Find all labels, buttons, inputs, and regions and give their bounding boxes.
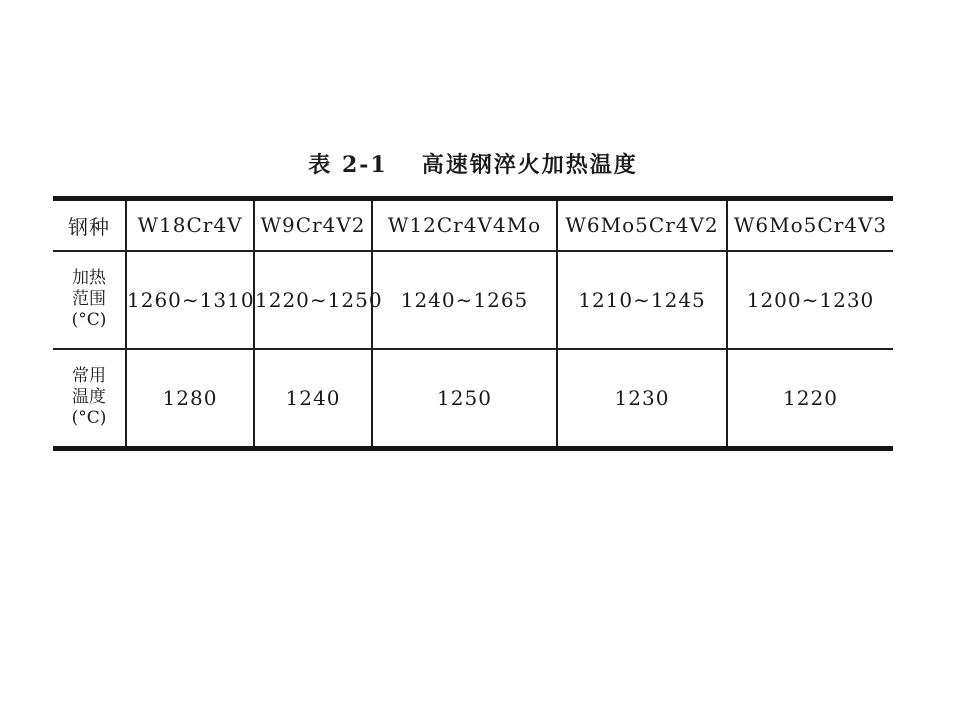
hss-quench-temperature-table [53, 196, 893, 451]
row-header-line: 温度 [72, 387, 106, 408]
common-temp-cell: 1220 [727, 349, 893, 449]
range-value-cell: 1240∼1265 [372, 251, 557, 349]
table-number: 表 2-1 [308, 152, 388, 178]
common-temp-cell: 1250 [372, 349, 557, 449]
table-header-row [53, 199, 893, 251]
col-header-w9cr4v2: W9Cr4V2 [254, 199, 372, 251]
row-header-common-temperature [53, 349, 126, 449]
row-header-line: 范围 [72, 289, 106, 309]
range-value-cell: 1260∼1310 [126, 251, 254, 349]
common-temp-cell: 1230 [557, 349, 727, 449]
common-temp-cell: 1240 [254, 349, 372, 449]
range-value-cell: 1200∼1230 [727, 251, 893, 349]
col-header-w18cr4v: W18Cr4V [126, 199, 254, 251]
row-header-line: (°C) [71, 408, 107, 429]
range-value-cell: 1210∼1245 [557, 251, 727, 349]
row-header-line: 常用 [72, 366, 106, 387]
common-temp-cell: 1280 [126, 349, 254, 449]
col-header-w12cr4v4mo: W12Cr4V4Mo [372, 199, 557, 251]
col-header-w6mo5cr4v3: W6Mo5Cr4V3 [727, 199, 893, 251]
corner-header-steel-type: 钢种 [53, 199, 126, 251]
table-caption: 高速钢淬火加热温度 [421, 152, 638, 178]
table-title [53, 148, 893, 179]
row-header-line: 加热 [72, 268, 106, 288]
range-value-cell: 1220∼1250 [254, 251, 372, 349]
row-header-heating-range [53, 251, 126, 349]
heating-range-row [53, 251, 893, 349]
col-header-w6mo5cr4v2: W6Mo5Cr4V2 [557, 199, 727, 251]
row-header-line: (°C) [71, 310, 107, 330]
common-temperature-row [53, 349, 893, 449]
